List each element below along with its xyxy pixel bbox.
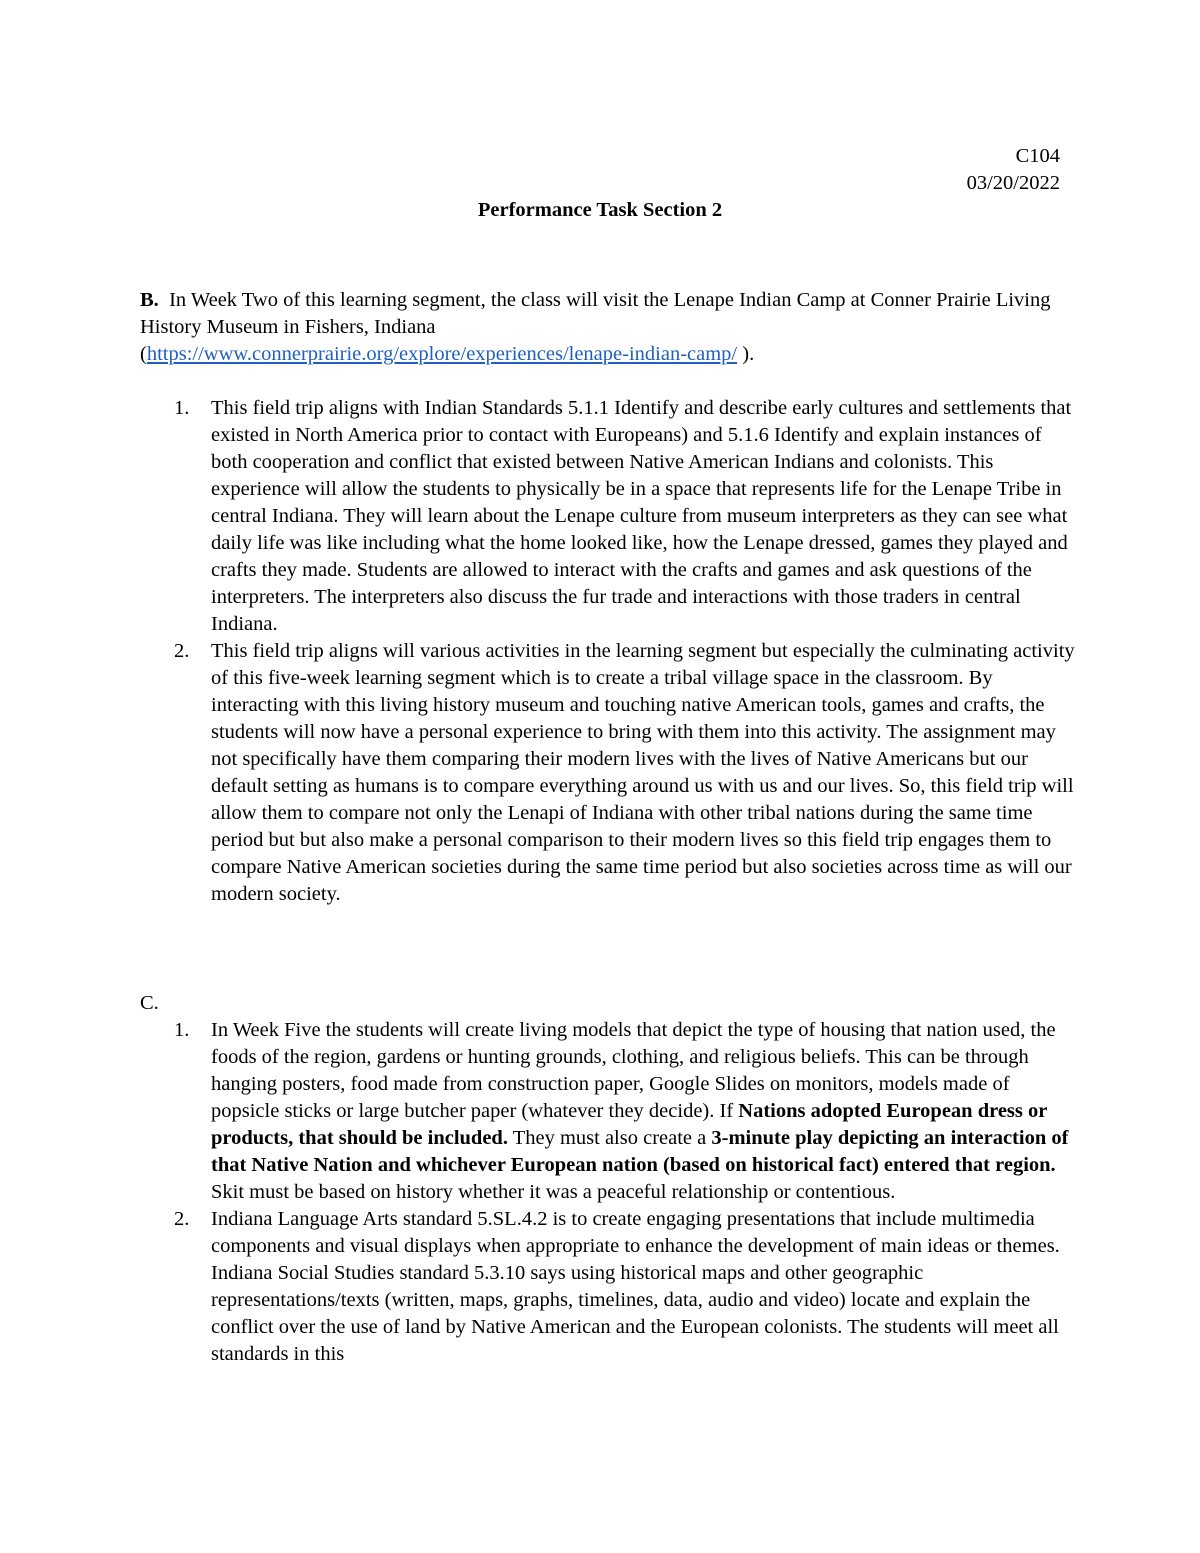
document-title: Performance Task Section 2	[477, 199, 723, 221]
list-item	[140, 1206, 1075, 1368]
course-code: C104	[1015, 145, 1060, 167]
museum-link[interactable]: https://www.connerprairie.org/explore/experiences/lenape-indian-camp/	[146, 343, 738, 365]
list-item-number: 1.	[174, 1019, 190, 1041]
section-b-label: B.	[140, 289, 159, 311]
section-c-list	[140, 1017, 1075, 1368]
list-item-text: This field trip aligns will various activities in the learning segment but especially the culminating activity of this five-week learning segment which is to create a tribal village space in the classroom. By interacting with this living history museum and touching native American tools, games and crafts, the students will now have a personal experience to bring with them into this activity. The assignment may not specifically have them comparing their modern lives with the lives of Native Americans but our default setting as humans is to compare everything around us with us and our lives. So, this field trip will allow them to compare not only the Lenapi of Indiana with other tribal nations during the same time period but but also make a personal comparison to their modern lives so this field trip engages them to compare Native American societies during the same time period but also societies across time as will our modern society.	[211, 640, 1075, 905]
list-item	[140, 638, 1075, 908]
item-text-part: In Week Five the students will create living models that depict the type of housing that nation used, the foods of the region, gardens or hunting grounds, clothing, and religious beliefs. This can be through hanging posters, food made from construction paper, Google Slides on monitors, models made of popsicle sticks or large butcher paper (whatever they decide). If	[211, 1019, 1056, 1122]
item-bold-text: 3-minute play depicting an interaction of that Native Nation and whichever European nation (based on historical fact) entered that region.	[211, 1127, 1069, 1176]
section-b-intro	[140, 287, 1080, 368]
link-close-paren: ).	[737, 343, 755, 365]
item-text-part: They must also create a	[507, 1127, 712, 1149]
list-item-number: 1.	[174, 397, 190, 419]
list-item-text: Indiana Language Arts standard 5.SL.4.2 is to create engaging presentations that include multimedia components and visual displays when appropriate to enhance the development of main ideas or themes. Indiana Social Studies standard 5.3.10 says using historical maps and other geographic representations/texts (written, maps, graphs, timelines, data, audio and video) locate and explain the conflict over the use of land by Native American and the European colonists. The students will meet all standards in this	[211, 1208, 1060, 1365]
list-item-number: 2.	[174, 640, 190, 662]
section-b-intro-text: In Week Two of this learning segment, the class will visit the Lenape Indian Camp at Conner Prairie Living History Museum in Fishers, Indiana	[140, 289, 1051, 338]
link-open-paren: (	[140, 343, 147, 365]
list-item-text: This field trip aligns with Indian Standards 5.1.1 Identify and describe early cultures and settlements that existed in North America prior to contact with Europeans) and 5.1.6 Identify and explain instances of both cooperation and conflict that existed between Native American Indians and colonists. This experience will allow the students to physically be in a space that represents life for the Lenape Tribe in central Indiana. They will learn about the Lenape culture from museum interpreters as they can see what daily life was like including what the home looked like, how the Lenape dressed, games they played and crafts they made. Students are allowed to interact with the crafts and games and ask questions of the interpreters. The interpreters also discuss the fur trade and interactions with those traders in central Indiana.	[211, 397, 1072, 635]
item-bold-text: Nations adopted European dress or products, that should be included.	[211, 1100, 1047, 1149]
item-text-part: Skit must be based on history whether it was a peaceful relationship or contentious.	[211, 1181, 896, 1203]
section-c-label: C.	[140, 992, 159, 1014]
list-item	[140, 1017, 1075, 1206]
list-item-text	[211, 1019, 1068, 1203]
list-item	[140, 395, 1075, 638]
document-date: 03/20/2022	[966, 172, 1060, 194]
section-b-list	[140, 395, 1075, 908]
list-item-number: 2.	[174, 1208, 190, 1230]
